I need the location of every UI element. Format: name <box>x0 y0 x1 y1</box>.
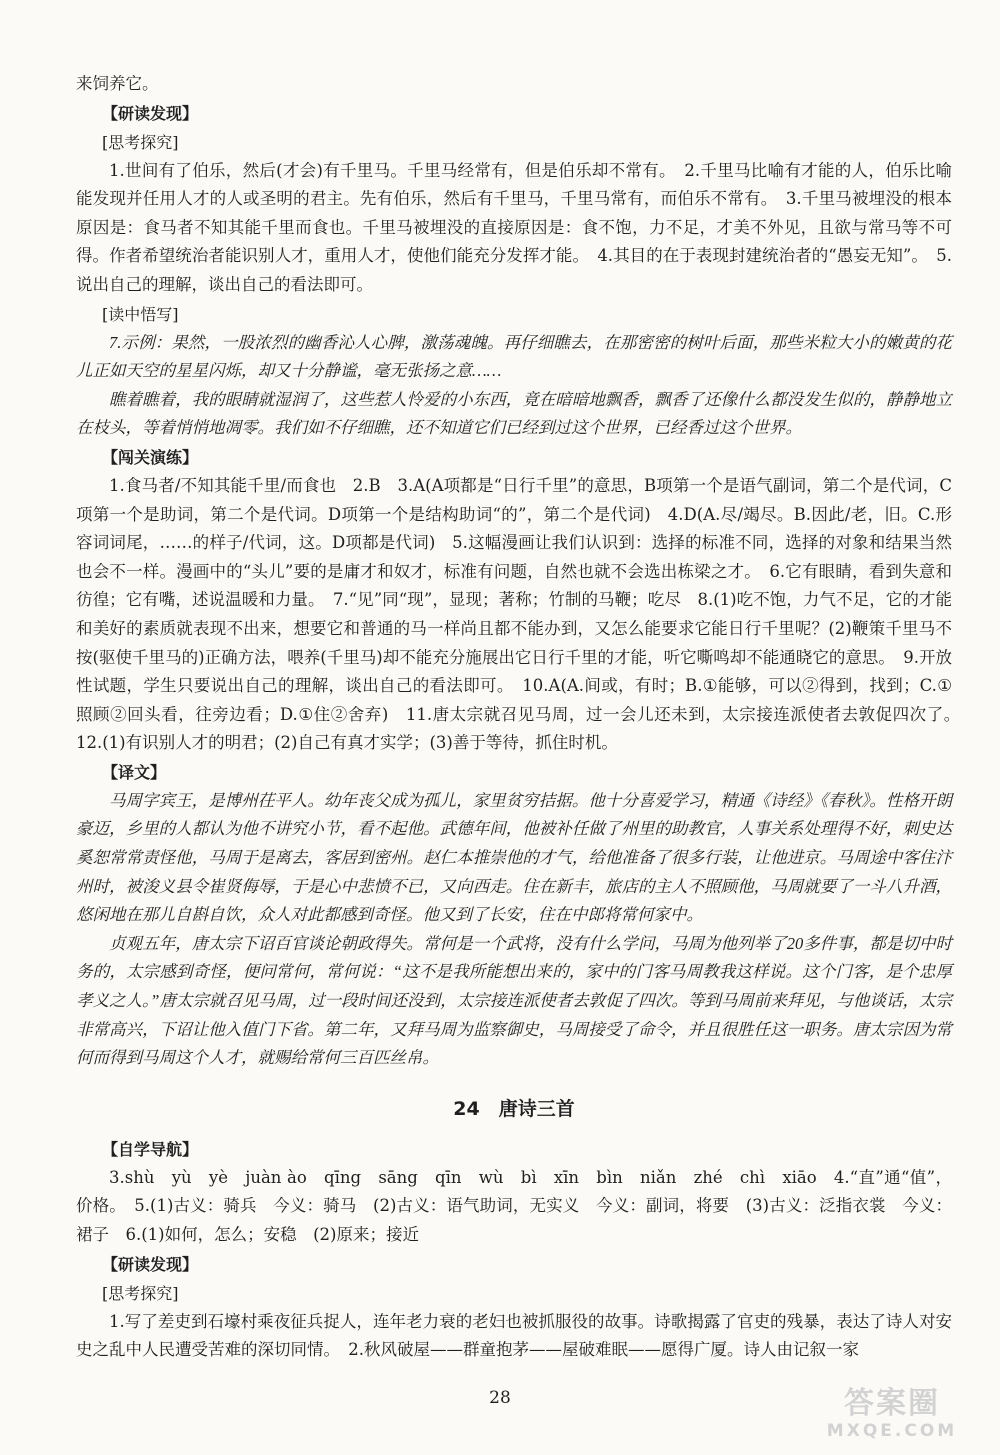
subheading-sikao-2: [思考探究] <box>102 1283 179 1303</box>
answer-paragraph: 3.shù yù yè juàn ào qīng sāng qīn wù bì xīn bìn niǎn zhé chì xiāo 4.“直”通“值”，价格。 5.(1)古义：骑兵 今义：骑马 (2)古义：语气助词，无实义 今义：副词，将要 (3)古义：泛指衣裳 今义：裙子 6.(1)如何，怎么；安稳 (2)原来；接近 <box>76 1167 952 1244</box>
answer-paragraph: 1.食马者/不知其能千里/而食也 2.B 3.A(A项都是“日行千里”的意思，B项第一个是语气副词，第二个是代词，C项第一个是助词，第二个是代词。D项第一个是结构助词“的”，第二个是代词) 4.D(A.尽/竭尽。B.因此/老，旧。C.形容词词尾，……的样子/代词，这。D项都是代词) 5.这幅漫画让我们认识到：选择的标准不同，选择的对象和结果当然也会不一样。漫画中的“头儿”要的是庸才和奴才，标准有问题，自然也就不会选出栋梁之才。 6.它有眼睛，看到失意和彷徨；它有嘴，述说温暖和力量。 7.“见”同“现”，显现；著称；竹制的马鞭；吃尽 8.(1)吃不饱，力气不足，它的才能和美好的素质就表现不出来，想要它和普通的马一样尚且都不能办到，又怎么能要求它能日行千里呢？(2)鞭策千里马不按(驱使千里马的)正确方法，喂养(千里马)却不能充分施展出它日行千里的才能，听它嘶鸣却不能通晓它的意思。 9.开放性试题，学生只要说出自己的理解，谈出自己的看法即可。 10.A(A.间或，有时；B.①能够，可以②得到，找到；C.①照顾②回头看，往旁边看；D.①住②舍弃) 11.唐太宗就召见马周，过一会儿还未到，太宗接连派使者去敦促四次了。 12.(1)有识别人才的明君；(2)自己有真才实学；(3)善于等待，抓住时机。 <box>76 475 969 753</box>
document-page <box>76 70 969 1365</box>
top-text: 来饲养它。 <box>76 74 159 93</box>
answer-paragraph: 1.世间有了伯乐，然后(才会)有千里马。千里马经常有，但是伯乐却不常有。 2.千里马比喻有才能的人，伯乐比喻能发现并任用人才的人或圣明的君主。先有伯乐，然后有千里马，千里马常有，而伯乐不常有。 3.千里马被埋没的根本原因是：食马者不知其能千里而食也。千里马被埋没的直接原因是：食不饱，力不足，才美不外见，且欲与常马等不可得。作者希望统治者能识别人才，重用人才，使他们能充分发挥才能。 4.其目的在于表现封建统治者的“愚妄无知”。 5.说出自己的理解，谈出自己的看法即可。 <box>76 160 952 294</box>
section-heading-yiwen: 【译文】 <box>102 762 167 782</box>
watermark-logo <box>802 1387 982 1447</box>
example-paragraph: 瞧着瞧着，我的眼睛就湿润了，这些惹人怜爱的小东西，竟在暗暗地飘香，飘香了还像什么都没发生似的，静静地立在枝头，等着悄悄地凋零。我们如不仔细瞧，还不知道它们已经到过这个世界，已经香过这个世界。 <box>76 389 952 438</box>
example-paragraph: 7.示例：果然，一股浓烈的幽香沁人心脾，激荡魂魄。再仔细瞧去，在那密密的树叶后面，那些米粒大小的嫩黄的花儿正如天空的星星闪烁，却又十分静谧，毫无张扬之意…… <box>76 332 952 381</box>
section-heading-zixue: 【自学导航】 <box>102 1139 199 1159</box>
lesson-title: 24 唐诗三首 <box>453 1097 575 1120</box>
page-number: 28 <box>489 1388 511 1408</box>
translation-paragraph: 马周字宾王，是博州茌平人。幼年丧父成为孤儿，家里贫穷拮据。他十分喜爱学习，精通《诗经》《春秋》。性格开朗豪迈，乡里的人都认为他不讲究小节，看不起他。武德年间，他被补任做了州里的助教官，人事关系处理得不好，刺史达奚恕常常责怪他，马周于是离去，客居到密州。赵仁本推崇他的才气，给他准备了很多行装，让他进京。马周途中客住汴州时，被浚义县令崔贤侮辱，于是心中悲愤不已，又向西走。住在新丰，旅店的主人不照顾他，马周就要了一斗八升酒，悠闲地在那儿自斟自饮，众人对此都感到奇怪。他又到了长安，住在中郎将常何家中。 <box>76 790 952 925</box>
section-heading-chuangguan: 【闯关演练】 <box>102 447 199 467</box>
watermark-url: MXQE.COM <box>826 1421 958 1441</box>
section-heading-yandu: 【研读发现】 <box>102 103 199 123</box>
watermark-text: 答案圈 <box>844 1386 940 1421</box>
section-heading-yandu-2: 【研读发现】 <box>102 1254 199 1274</box>
subheading-sikao: [思考探究] <box>102 132 179 152</box>
answer-paragraph: 1.写了差吏到石壕村乘夜征兵捉人，连年老力衰的老妇也被抓服役的故事。诗歌揭露了官吏的残暴，表达了诗人对安史之乱中人民遭受苦难的深切同情。 2.秋风破屋——群童抱茅——屋破难眠——愿得广厦。诗人由记叙一家 <box>76 1311 952 1360</box>
translation-paragraph: 贞观五年，唐太宗下诏百官谈论朝政得失。常何是一个武将，没有什么学问，马周为他列举了20多件事，都是切中时务的，太宗感到奇怪，便问常何，常何说：“这不是我所能想出来的，家中的门客马周教我这样说。这个门客，是个忠厚孝义之人。”唐太宗就召见马周，过一段时间还没到，太宗接连派使者去敦促了四次。等到马周前来拜见，与他谈话，太宗非常高兴，下诏让他入值门下省。第二年，又拜马周为监察御史，马周接受了命令，并且很胜任这一职务。唐太宗因为常何而得到马周这个人才，就赐给常何三百匹丝帛。 <box>76 933 952 1068</box>
subheading-duzhong: [读中悟写] <box>102 304 179 324</box>
